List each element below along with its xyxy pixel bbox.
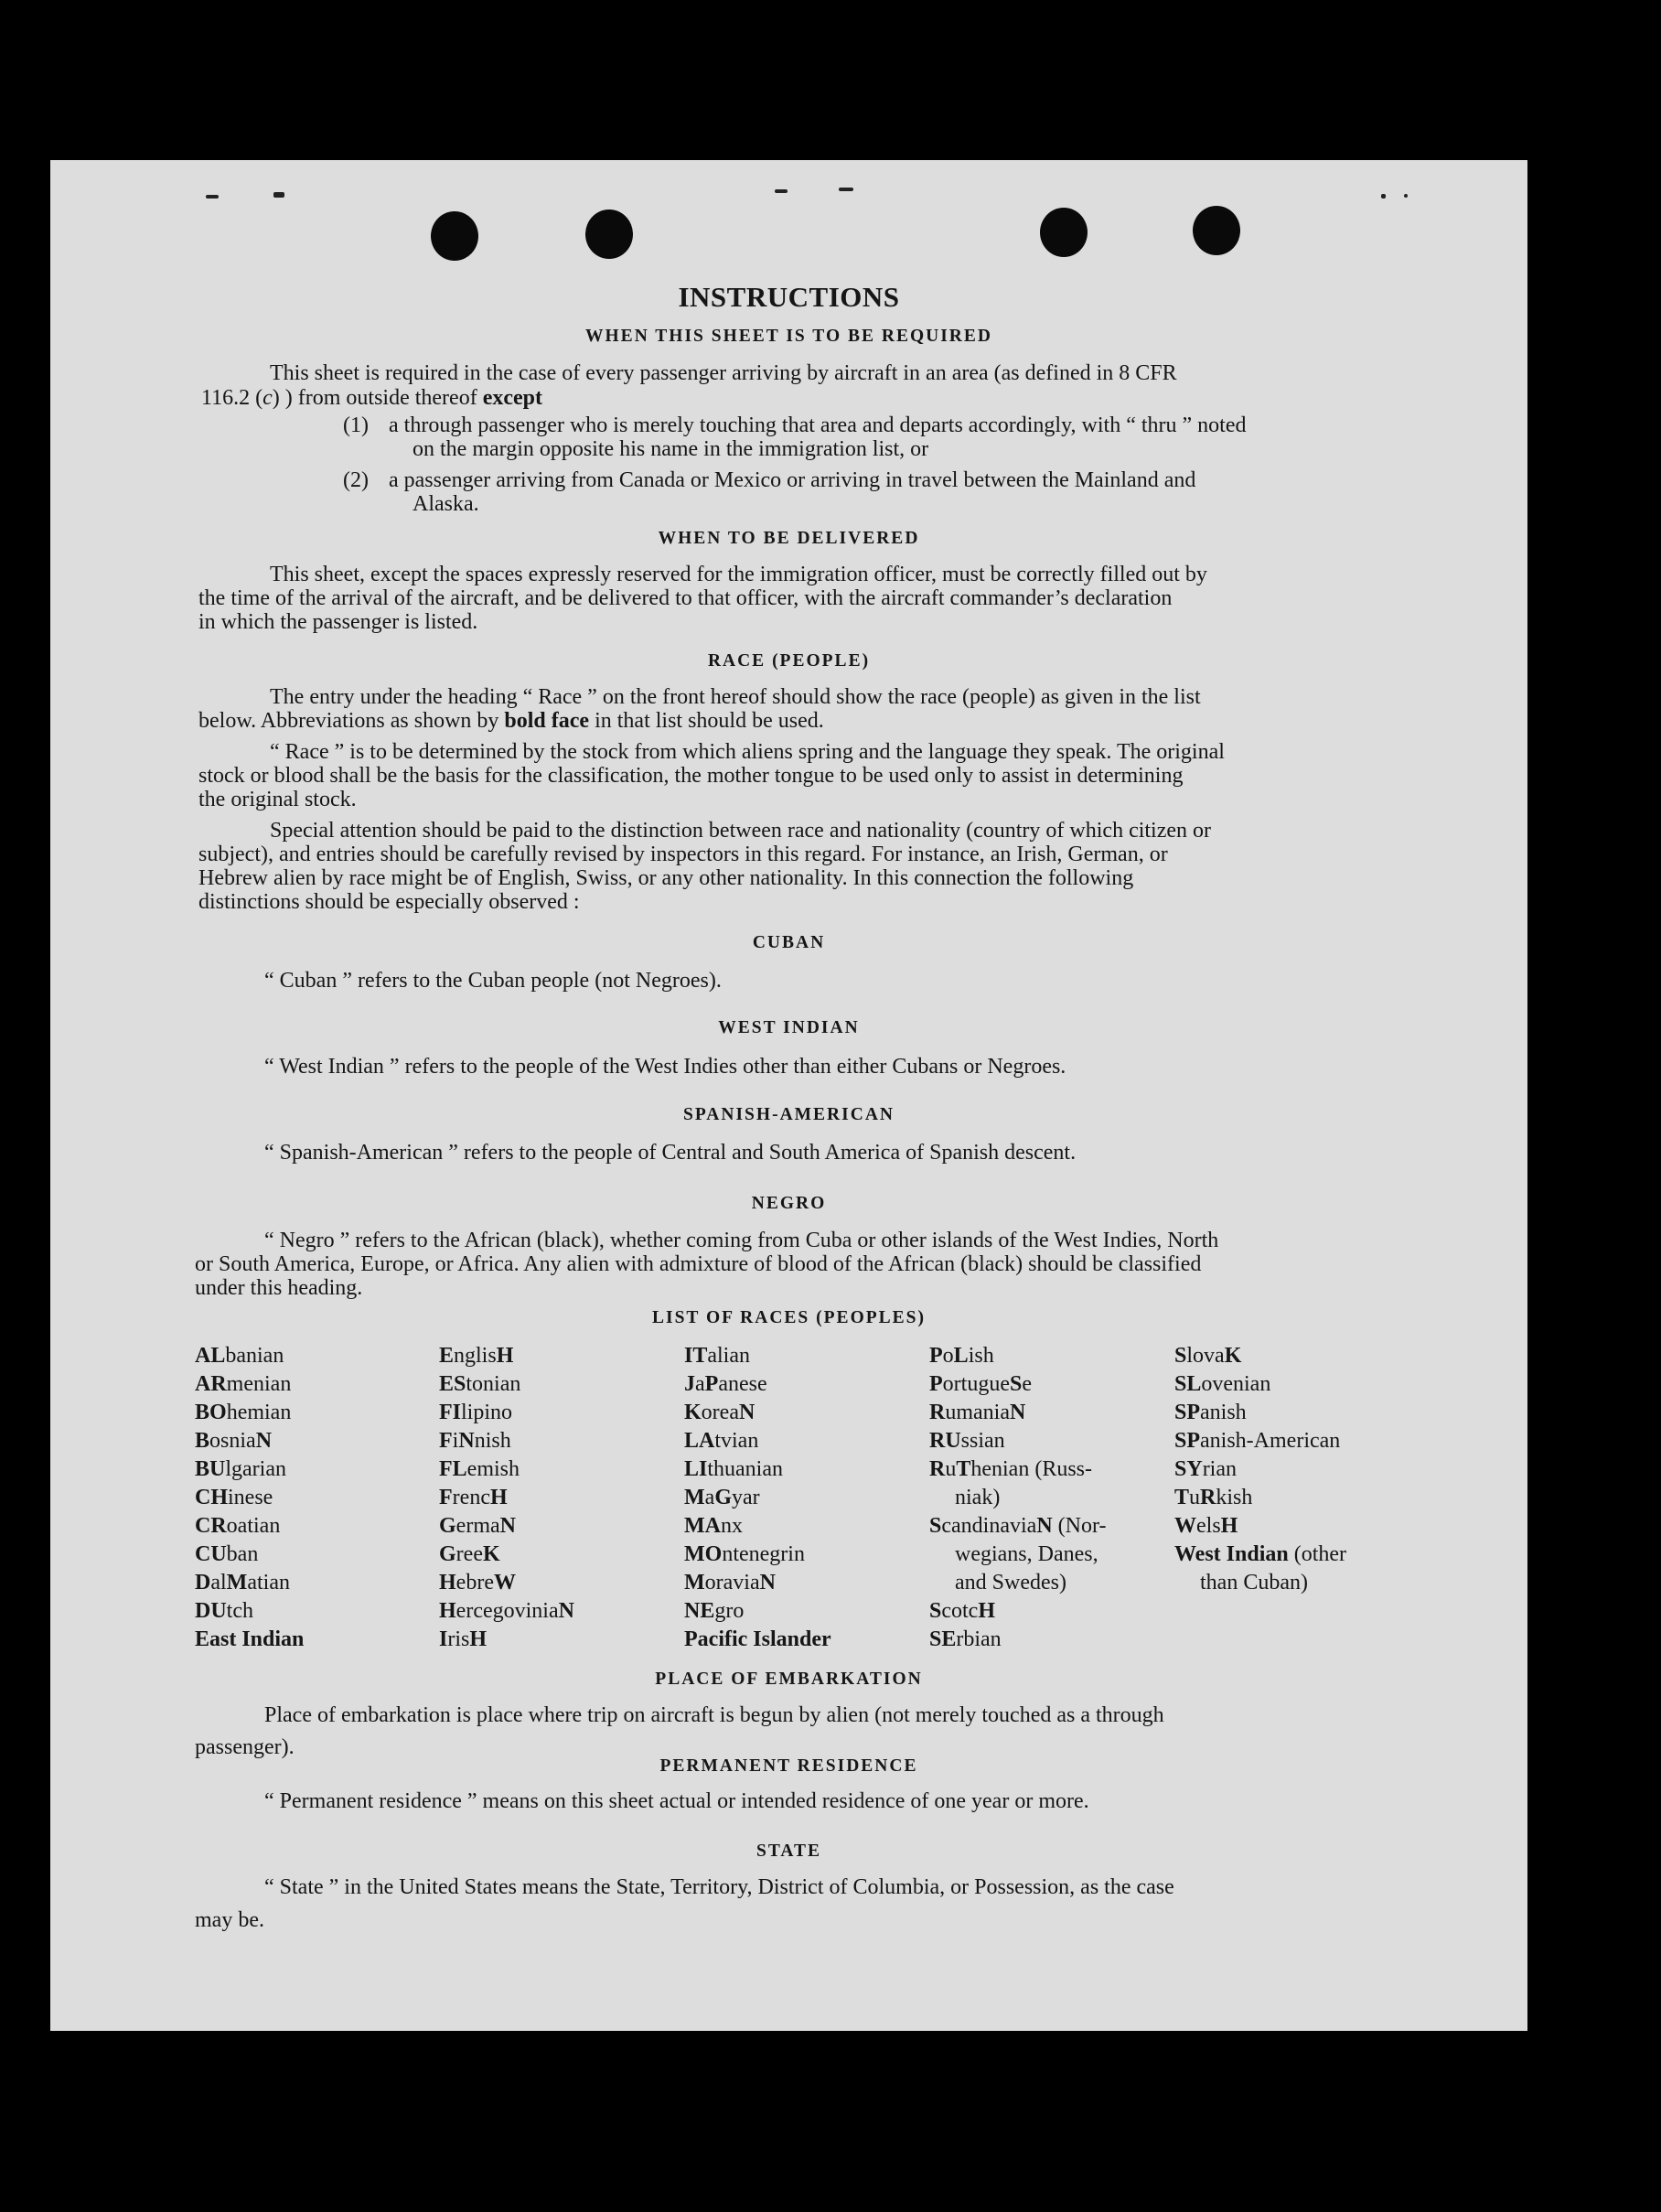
race-entry: GreeK [439,1542,500,1566]
race-entry: East Indian [195,1627,305,1651]
section-heading-negro: NEGRO [751,1194,827,1213]
race-entry: CHinese [195,1486,273,1509]
race-entry: SPanish [1174,1401,1247,1424]
race-entry: SYrian [1174,1457,1237,1481]
race-entry: HercegoviniaN [439,1599,574,1623]
race-entry: MAnx [684,1514,743,1538]
race-entry: MoraviaN [684,1571,776,1595]
paragraph-line: passenger). [195,1735,295,1759]
race-entry: JaPanese [684,1372,767,1396]
race-entry: FiNnish [439,1429,511,1453]
document-sheet [50,160,1527,2031]
punch-hole [585,209,633,259]
race-entry: BOhemian [195,1401,292,1424]
race-entry: FLemish [439,1457,520,1481]
race-entry: FrencH [439,1486,508,1509]
page-title: INSTRUCTIONS [678,281,900,313]
race-entry: PortugueSe [929,1372,1032,1396]
paragraph-line: “ State ” in the United States means the State, Territory, District of Columbia, or Possession, as the case [264,1875,1174,1899]
section-heading-state: STATE [755,1842,822,1861]
punch-hole [1040,208,1088,257]
race-entry: RUssian [929,1429,1005,1453]
race-entry: CRoatian [195,1514,281,1538]
paragraph-line: the original stock. [198,788,357,811]
ink-speck [775,189,788,193]
punch-hole [431,211,478,261]
paragraph-line: “ Race ” is to be determined by the stock from which aliens spring and the language they speak. The original [270,740,1225,764]
paragraph-line: in which the passenger is listed. [198,610,478,634]
list-number: (2) [343,468,369,492]
section-heading-west-indian: WEST INDIAN [718,1018,860,1037]
paragraph-line: Hebrew alien by race might be of English, Swiss, or any other nationality. In this connection the following [198,866,1134,890]
section-heading-embarkation: PLACE OF EMBARKATION [655,1670,923,1689]
races-column [1174,1342,1346,1597]
race-entry: KoreaN [684,1401,755,1424]
ink-speck [839,188,853,191]
section-heading-when-required: WHEN THIS SHEET IS TO BE REQUIRED [585,327,992,346]
ink-speck [206,195,219,199]
paragraph-line: “ Negro ” refers to the African (black), whether coming from Cuba or other islands of the West Indies, North [264,1229,1219,1252]
paragraph-line: or South America, Europe, or Africa. Any alien with admixture of blood of the African (black) should be classified [195,1252,1202,1276]
race-entry: DalMatian [195,1571,290,1595]
race-entry: than Cuban) [1200,1571,1308,1595]
paragraph-line: Alaska. [413,492,479,516]
race-entry: TuRkish [1174,1486,1253,1509]
section-heading-residence: PERMANENT RESIDENCE [659,1756,918,1776]
race-entry: SErbian [929,1627,1002,1651]
race-entry: SLovenian [1174,1372,1271,1396]
paragraph-line: on the margin opposite his name in the immigration list, or [413,437,929,461]
race-entry: ALbanian [195,1344,284,1368]
race-entry: ScotcH [929,1599,996,1623]
race-entry: RuThenian (Russ- [929,1457,1093,1481]
section-heading-cuban: CUBAN [752,933,826,952]
paragraph-line: This sheet, except the spaces expressly reserved for the immigration officer, must be correctly filled out by [270,563,1207,586]
paragraph-line: subject), and entries should be carefully revised by inspectors in this regard. For instance, an Irish, German, or [198,843,1168,866]
race-entry: West Indian (other [1174,1542,1347,1566]
race-entry: IrisH [439,1627,488,1651]
races-column [195,1342,304,1654]
race-entry: and Swedes) [955,1571,1066,1595]
race-entry: ITalian [684,1344,750,1368]
race-entry: ARmenian [195,1372,292,1396]
races-column [684,1342,831,1654]
paragraph-line: Special attention should be paid to the distinction between race and nationality (country of which citizen or [270,819,1212,843]
paragraph-line: distinctions should be especially observed : [198,890,580,914]
section-heading-race: RACE (PEOPLE) [707,651,871,671]
race-entry: SlovaK [1174,1344,1242,1368]
race-entry: ScandinaviaN (Nor- [929,1514,1107,1538]
paragraph-line: “ Cuban ” refers to the Cuban people (not Negroes). [264,969,722,993]
paragraph-line: 116.2 (c) ) from outside thereof except [201,386,542,410]
race-entry: PoLish [929,1344,994,1368]
paragraph-line: may be. [195,1908,264,1932]
paragraph-line: “ Spanish-American ” refers to the people of Central and South America of Spanish descent. [264,1141,1077,1165]
race-entry: GermaN [439,1514,516,1538]
section-heading-when-delivered: WHEN TO BE DELIVERED [658,529,920,548]
paragraph-line: This sheet is required in the case of every passenger arriving by aircraft in an area (as defined in 8 CFR [270,361,1177,385]
race-entry: DUtch [195,1599,253,1623]
race-entry: EnglisH [439,1344,514,1368]
list-heading: LIST OF RACES (PEOPLES) [651,1308,926,1327]
race-entry: MaGyar [684,1486,760,1509]
race-entry: Pacific Islander [684,1627,831,1651]
race-entry: WelsH [1174,1514,1238,1538]
ink-speck [1404,194,1408,198]
paragraph-line: “ West Indian ” refers to the people of the West Indies other than either Cubans or Negroes. [264,1055,1066,1079]
paragraph-line: a through passenger who is merely touching that area and departs accordingly, with “ thru ” noted [389,413,1247,437]
race-entry: LAtvian [684,1429,759,1453]
race-entry: NEgro [684,1599,745,1623]
paragraph-line: under this heading. [195,1276,363,1300]
paragraph-line: stock or blood shall be the basis for the classification, the mother tongue to be used only to assist in determining [198,764,1184,788]
list-number: (1) [343,413,369,437]
race-entry: EStonian [439,1372,521,1396]
race-entry: MOntenegrin [684,1542,805,1566]
race-entry: BosniaN [195,1429,273,1453]
paragraph-line: below. Abbreviations as shown by bold face in that list should be used. [198,709,824,733]
race-entry: niak) [955,1486,1001,1509]
race-entry: FIlipino [439,1401,513,1424]
paragraph-line: “ Permanent residence ” means on this sheet actual or intended residence of one year or more. [264,1789,1089,1813]
race-entry: CUban [195,1542,259,1566]
paragraph-line: the time of the arrival of the aircraft, and be delivered to that officer, with the aircraft commander’s declaration [198,586,1173,610]
section-heading-spanish-american: SPANISH-AMERICAN [683,1105,895,1124]
paragraph-line: The entry under the heading “ Race ” on the front hereof should show the race (people) as given in the list [270,685,1201,709]
race-entry: HebreW [439,1571,516,1595]
ink-speck [273,192,284,198]
race-entry: LIthuanian [684,1457,783,1481]
paragraph-line: a passenger arriving from Canada or Mexico or arriving in travel between the Mainland and [389,468,1196,492]
ink-speck [1381,194,1386,199]
race-entry: SPanish-American [1174,1429,1341,1453]
race-entry: RumaniaN [929,1401,1026,1424]
race-entry: BUlgarian [195,1457,286,1481]
race-entry: wegians, Danes, [955,1542,1098,1566]
races-column [929,1342,1106,1654]
races-column [439,1342,574,1654]
punch-hole [1193,206,1240,255]
paragraph-line: Place of embarkation is place where trip on aircraft is begun by alien (not merely touched as a through [264,1703,1164,1727]
